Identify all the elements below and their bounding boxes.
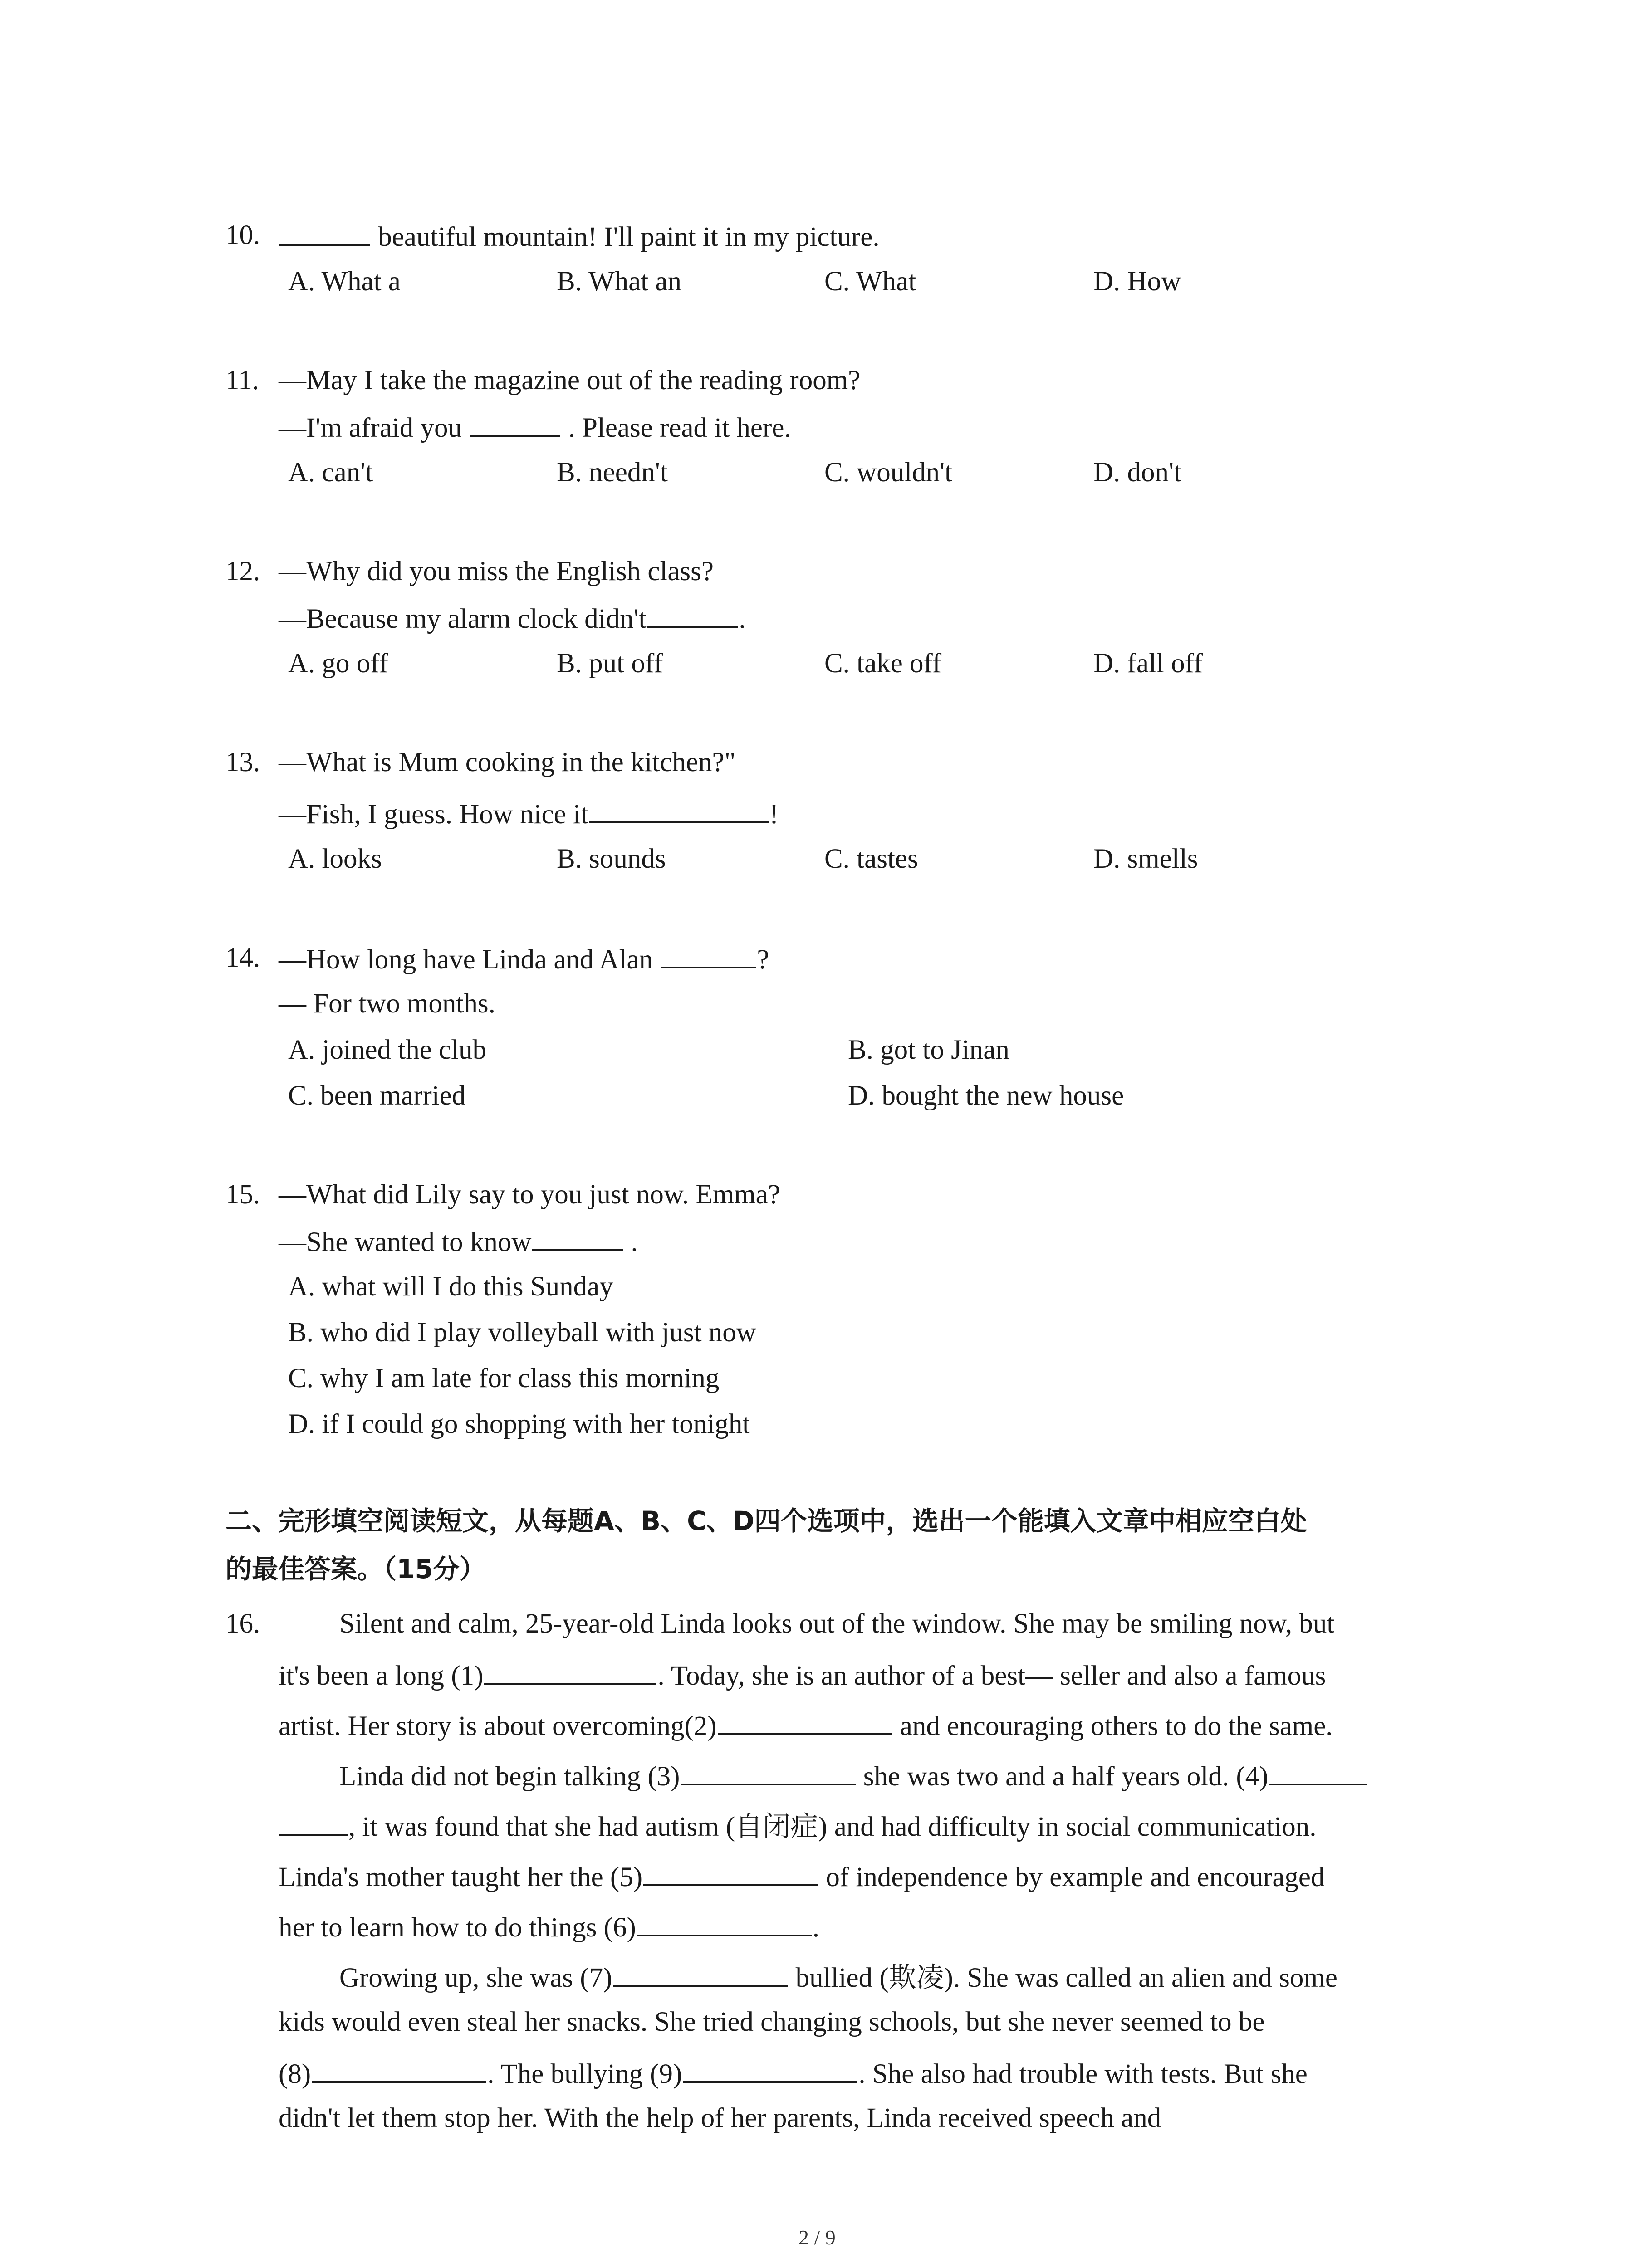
answer-blank: [613, 1960, 788, 1987]
option-d: D. smells: [1093, 844, 1198, 874]
option-b: B. needn't: [557, 457, 668, 488]
passage-line: (8) . The bullying (9) . She also had trouble with tests. But she: [279, 2056, 1308, 2091]
question-stem: —What did Lily say to you just now. Emma?: [279, 1179, 780, 1210]
answer-blank: [683, 2056, 857, 2083]
passage-line: kids would even steal her snacks. She tried changing schools, but she never seemed to be: [279, 2007, 1265, 2037]
option-a: A. can't: [288, 457, 373, 488]
answer-blank: [637, 1909, 812, 1936]
question-stem: — For two months.: [279, 988, 495, 1019]
answer-blank: [1269, 1758, 1367, 1785]
option-c: C. wouldn't: [824, 457, 953, 488]
question-stem: —Why did you miss the English class?: [279, 556, 714, 587]
option-d: D. don't: [1093, 457, 1181, 488]
question-number: 12.: [225, 556, 260, 587]
option-a: A. looks: [288, 844, 382, 874]
answer-blank: [589, 796, 769, 823]
passage-line: Linda did not begin talking (3) she was two and a half years old. (4): [339, 1758, 1367, 1793]
option-b: B. put off: [557, 648, 663, 679]
question-stem: —May I take the magazine out of the reading room?: [279, 365, 861, 396]
question-stem: —What is Mum cooking in the kitchen?": [279, 747, 736, 777]
answer-blank: [279, 1809, 348, 1836]
option-d: D. fall off: [1093, 648, 1203, 679]
option-c: C. take off: [824, 648, 942, 679]
option-a: A. joined the club: [288, 1035, 487, 1065]
option-d: D. How: [1093, 266, 1181, 297]
question-number: 13.: [225, 747, 260, 777]
answer-blank: [661, 941, 756, 968]
section-heading: 的最佳答案。（15分）: [225, 1554, 486, 1584]
question-stem: —Fish, I guess. How nice it !: [279, 796, 779, 831]
answer-blank: [643, 1859, 818, 1886]
answer-blank: [681, 1758, 856, 1785]
option-b: B. got to Jinan: [848, 1035, 1009, 1065]
section-heading: 二、完形填空阅读短文，从每题A、B、C、D四个选项中，选出一个能填入文章中相应空白处: [225, 1505, 1307, 1536]
option-b: B. sounds: [557, 844, 666, 874]
question-stem: —I'm afraid you . Please read it here.: [279, 410, 791, 445]
option-a: A. go off: [288, 648, 388, 679]
option-c: C. why I am late for class this morning: [288, 1363, 720, 1393]
question-stem: —She wanted to know .: [279, 1224, 638, 1259]
passage-line: her to learn how to do things (6) .: [279, 1909, 819, 1944]
question-stem: —Because my alarm clock didn't .: [279, 601, 746, 635]
passage-line: artist. Her story is about overcoming(2) and encouraging others to do the same.: [279, 1708, 1333, 1743]
passage-line: Silent and calm, 25-year-old Linda looks out of the window. She may be smiling now, but: [339, 1608, 1335, 1639]
question-number: 11.: [225, 365, 259, 396]
answer-blank: [279, 219, 370, 246]
passage-line: , it was found that she had autism (自闭症) and had difficulty in social communication.: [279, 1809, 1316, 1843]
question-number: 15.: [225, 1179, 260, 1210]
page-number: 2 / 9: [798, 2226, 836, 2249]
option-c: C. tastes: [824, 844, 918, 874]
answer-blank: [718, 1708, 892, 1735]
question-number: 16.: [225, 1608, 260, 1639]
answer-blank: [484, 1657, 656, 1685]
answer-blank: [647, 601, 738, 628]
option-b: B. What an: [557, 266, 682, 297]
option-a: A. What a: [288, 266, 401, 297]
option-b: B. who did I play volleyball with just now: [288, 1317, 756, 1348]
passage-line: Linda's mother taught her the (5) of independence by example and encouraged: [279, 1859, 1325, 1894]
answer-blank: [532, 1224, 623, 1251]
passage-line: it's been a long (1) . Today, she is an author of a best— seller and also a famous: [279, 1657, 1326, 1692]
passage-line: Growing up, she was (7) bullied (欺凌). She was called an alien and some: [339, 1960, 1337, 1994]
option-c: C. What: [824, 266, 916, 297]
question-stem: beautiful mountain! I'll paint it in my picture.: [279, 219, 880, 254]
passage-line: didn't let them stop her. With the help of her parents, Linda received speech and: [279, 2103, 1161, 2133]
answer-blank: [312, 2056, 486, 2083]
option-d: D. bought the new house: [848, 1080, 1124, 1111]
question-number: 10.: [225, 220, 260, 250]
option-c: C. been married: [288, 1080, 466, 1111]
question-stem: —How long have Linda and Alan ?: [279, 941, 769, 976]
option-d: D. if I could go shopping with her tonight: [288, 1409, 750, 1439]
option-a: A. what will I do this Sunday: [288, 1271, 613, 1302]
question-number: 14.: [225, 943, 260, 973]
answer-blank: [470, 410, 560, 437]
